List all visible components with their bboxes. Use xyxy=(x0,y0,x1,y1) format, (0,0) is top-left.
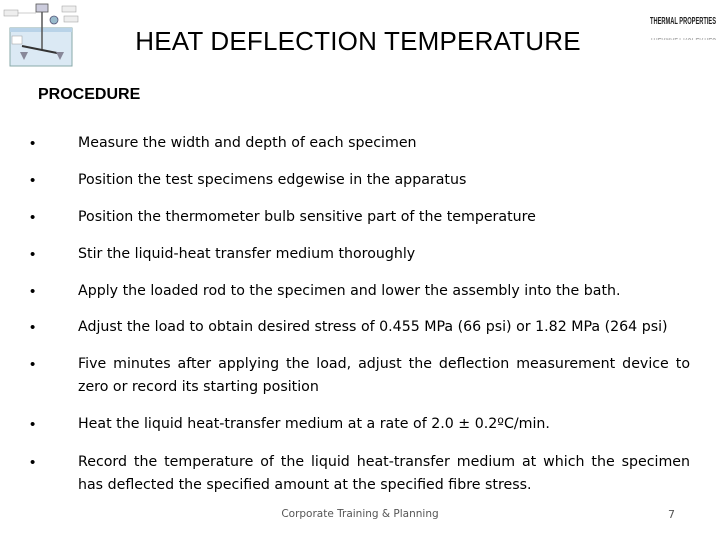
bullet-text: Position the test specimens edgewise in the apparatus xyxy=(78,172,467,188)
bullet-marker: • xyxy=(30,356,36,373)
bullet-text: Measure the width and depth of each specimen xyxy=(78,135,417,151)
page-number: 7 xyxy=(668,508,675,521)
bullet-marker: • xyxy=(30,209,36,226)
bullet-marker: • xyxy=(30,246,36,263)
bullet-marker: • xyxy=(30,172,36,189)
bullet-text: Adjust the load to obtain desired stress of 0.455 MPa (66 psi) or 1.82 MPa (264 psi) xyxy=(78,319,668,335)
bullet-text: Heat the liquid heat-transfer medium at a rate of 2.0 ± 0.2ºC/min. xyxy=(78,416,550,432)
section-heading: PROCEDURE xyxy=(38,86,141,103)
bullet-text: Stir the liquid-heat transfer medium thoroughly xyxy=(78,246,416,262)
bullet-text: Position the thermometer bulb sensitive part of the temperature xyxy=(78,209,536,225)
bullet-text: Five minutes after applying the load, adjust the deflection measurement device to zero or record its starting position xyxy=(78,356,690,395)
bullet-marker: • xyxy=(30,319,36,336)
bullet-text: Apply the loaded rod to the specimen and lower the assembly into the bath. xyxy=(78,283,621,299)
bullet-text: Record the temperature of the liquid heat-transfer medium at which the specimen has deflected the specified amount at the specified fibre stress. xyxy=(78,454,690,493)
bullet-marker: • xyxy=(30,416,36,433)
bullet-marker: • xyxy=(30,283,36,300)
slide-title: HEAT DEFLECTION TEMPERATURE xyxy=(135,26,581,56)
svg-text:THERMAL PROPERTIES: THERMAL PROPERTIES xyxy=(650,16,717,27)
bullet-marker: • xyxy=(30,454,36,471)
bullet-marker: • xyxy=(30,135,36,152)
footer-text: Corporate Training & Planning xyxy=(281,508,439,520)
